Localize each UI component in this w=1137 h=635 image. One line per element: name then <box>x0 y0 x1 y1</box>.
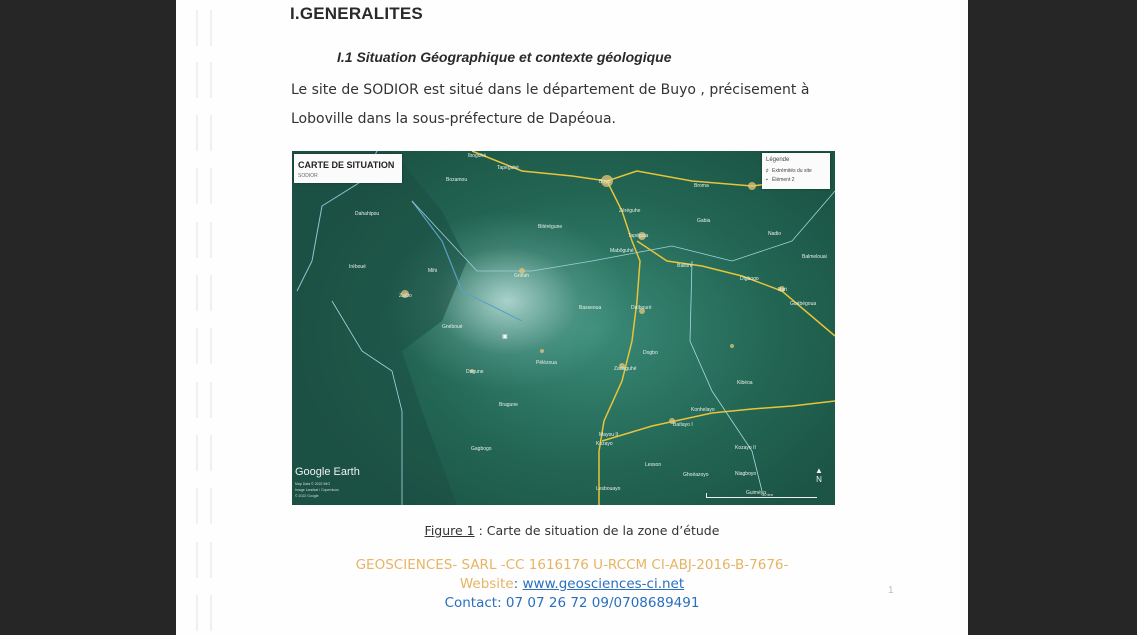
map-place-label: Gagbogo <box>471 446 492 452</box>
footer-company: GEOSCIENCES- SARL -CC 1616176 U-RCCM CI-ABJ-2016-B-7676- <box>355 557 789 573</box>
map-place-label: Balibre <box>677 263 693 269</box>
footer-website: Website: www.geosciences-ci.net <box>459 576 685 592</box>
map-place-label: Balmelouai <box>802 254 827 260</box>
map-place-label: Bitérégune <box>538 224 563 230</box>
map-place-label: Basseoua <box>579 305 602 311</box>
map-features <box>292 151 835 505</box>
map-place-label: Gabia <box>697 218 711 224</box>
map-place-label: Dogbo <box>643 350 658 356</box>
map-place-label: Dahahipou <box>355 211 380 217</box>
map-place-label: Digbogo <box>740 276 759 282</box>
map-place-label: Pélézoua <box>536 360 557 366</box>
map-credit: © 2022 Google <box>295 494 319 498</box>
map-place-label: Iréboué <box>349 264 366 270</box>
map-legend <box>762 153 830 189</box>
map-place-label: Baïtayo I <box>673 422 693 428</box>
map-place-label: Ghoéazoyo <box>683 472 709 478</box>
map-place-label: Niagboyo <box>735 471 757 477</box>
legend-title: Légende <box>766 157 790 163</box>
map-credit: Map Data © 2022 IMG <box>295 482 331 486</box>
figure-label: Figure 1 <box>424 523 475 538</box>
legend-item: ♯ Extrémités du site <box>766 168 812 174</box>
scan-margin-marks <box>190 0 220 635</box>
body-paragraph: Le site de SODIOR est situé dans le département de Buyo , précisement à Loboville dans la sous-préfecture de Dapéoua. <box>291 82 810 127</box>
map-place-label: Gnéah <box>514 273 530 279</box>
subsection-heading: I.1 Situation Géographique et contexte géologique <box>337 49 672 65</box>
map-place-label: Lesbouayo <box>596 486 621 492</box>
map-subtitle: SODIOR <box>298 173 318 179</box>
map-place-label: Buyo <box>599 179 611 185</box>
map-place-label: Bari <box>778 287 787 293</box>
map-place-label: Zéréguhe <box>619 208 641 214</box>
map-credit: Image Landsat / Copernicus <box>295 488 339 492</box>
legend-item: ▪ Élément 2 <box>766 177 795 183</box>
map-place-label: Tapeguhé <box>497 165 519 171</box>
figure-caption-text: : Carte de situation de la zone d’étude <box>474 523 720 538</box>
map-place-label: Tapéguia <box>628 233 649 239</box>
map-place-label: Mihi <box>428 268 438 274</box>
square-icon: ▪ <box>766 177 768 183</box>
map-place-label: Zadaguhé <box>614 366 637 372</box>
map-place-label: Bragune <box>499 402 518 408</box>
map-place-label: Mabôguhé <box>610 248 634 254</box>
figure-caption <box>176 523 968 538</box>
map-place-label: Iboguhé <box>468 153 487 159</box>
map-place-label: Nadio <box>768 231 782 237</box>
map-place-label: Guébégoua <box>790 301 817 307</box>
map-place-label: Bozamou <box>446 177 468 183</box>
map-place-label: Lesson <box>645 462 662 468</box>
map-title-box <box>294 154 402 183</box>
scale-label: 30 km <box>762 492 773 497</box>
map-place-label: Dogune <box>466 369 484 375</box>
document-page <box>176 0 968 635</box>
map-place-label: Daïbouré <box>631 305 652 311</box>
map-place-label: Zaïbo <box>399 293 412 299</box>
google-earth-watermark: Google Earth <box>295 466 360 478</box>
map-place-label: Kibéoa <box>737 380 753 386</box>
situation-map <box>292 151 835 505</box>
website-link[interactable]: www.geosciences-ci.net <box>522 576 685 592</box>
map-place-label: Kozayo II <box>735 445 756 451</box>
map-place-label: Guiméyo <box>746 490 767 496</box>
map-place-label: Gnéboué <box>442 324 463 330</box>
map-place-label: Mayou II <box>599 432 619 438</box>
section-heading: I.GENERALITES <box>290 4 423 23</box>
map-title: CARTE DE SITUATION <box>298 160 395 170</box>
footer-contact: Contact: 07 07 26 72 09/0708689491 <box>444 595 700 611</box>
site-marker-icon: ▣ <box>502 334 508 340</box>
pin-icon: ♯ <box>766 168 769 174</box>
map-place-label: Kozayo <box>596 441 613 447</box>
map-place-label: Broma <box>694 183 709 189</box>
map-place-label: Konhelayo <box>691 407 715 413</box>
north-arrow-icon: ▲ N <box>815 466 823 484</box>
page-mark: 1 <box>888 585 894 596</box>
